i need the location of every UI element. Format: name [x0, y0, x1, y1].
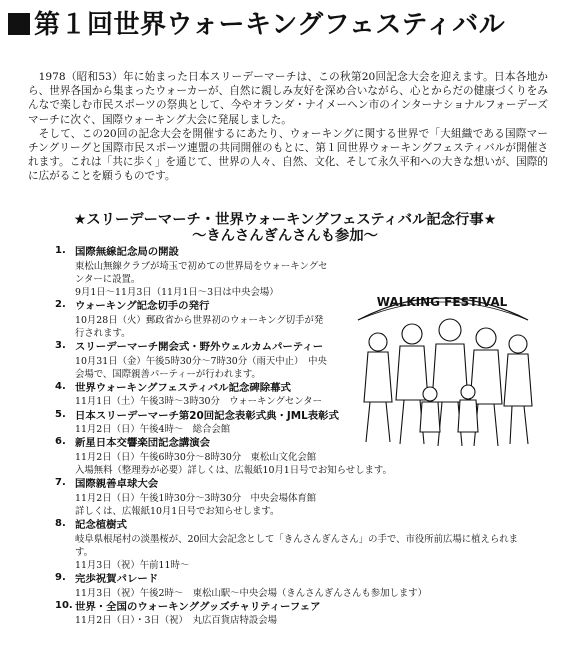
events-heading: ★スリーデーマーチ・世界ウォーキングフェスティバル記念行事★	[73, 212, 497, 228]
event-item	[55, 600, 535, 628]
event-number: 5.	[55, 408, 66, 420]
intro-paragraph: そして、この20回の記念大会を開催するにあたり、ウォーキングに関する世界で「大組織である国際マーチングリーグと国際市民スポーツ連盟の共同開催のもとに、第１回世界ウォーキングフェスティバルが開催されます。これは「共に歩く」を通じて、世界の人々、自然、文化、そして永久平和への大きな想いが、国際的に広がることを願うものです。	[28, 127, 548, 183]
event-title: 国際親善卓球大会	[75, 478, 159, 491]
event-title: 記念植樹式	[75, 519, 127, 532]
event-detail: 詳しくは、広報紙10月1日号でお知らせします。	[75, 505, 280, 517]
page-title-text: 第１回世界ウォーキングフェスティバル	[34, 10, 506, 40]
event-number: 9.	[55, 572, 66, 584]
intro-text	[28, 70, 548, 184]
event-detail: 11月2日（日）午後4時〜 総合会館	[75, 424, 231, 436]
event-detail: 11月2日（日）午後6時30分〜8時30分 東松山文化会館	[75, 451, 317, 463]
event-detail: 11月3日（祝）午後2時〜 東松山駅〜中央会場（きんさんぎんさんも参加します）	[75, 587, 427, 599]
event-item	[55, 477, 535, 518]
event-title: 世界ウォーキングフェスティバル記念碑除幕式	[75, 381, 291, 394]
event-item	[55, 572, 535, 600]
event-number: 7.	[55, 477, 66, 489]
event-title: 日本スリーデーマーチ第20回記念表彰式典・JML表彰式	[75, 409, 339, 422]
event-number: 10.	[55, 599, 73, 611]
event-item	[55, 518, 535, 572]
event-title: スリーデーマーチ開会式・野外ウェルカムパーティー	[75, 341, 324, 354]
event-detail: 入場無料（整理券が必要）詳しくは、広報紙10月1日号でお知らせします。	[75, 465, 392, 477]
event-detail: 11月3日（祝）午前11時〜	[75, 560, 190, 572]
event-detail: 11月1日（土）午後3時〜3時30分 ウォーキングセンター	[75, 396, 322, 408]
event-number: 1.	[55, 245, 66, 256]
event-title: ウォーキング記念切手の発行	[75, 300, 210, 313]
event-number: 3.	[55, 340, 66, 352]
event-title: 完歩祝賀パレード	[75, 573, 159, 586]
event-number: 6.	[55, 436, 66, 448]
event-number: 2.	[55, 299, 66, 311]
intro-paragraph: 1978（昭和53）年に始まった日本スリーデーマーチは、この秋第20回記念大会を迎えます。日本各地から、世界各国から集まったウォーカーが、自然に親しみ友好を深め合いながら、心とからだの健康づくりをみんなで楽しむ市民スポーツの祭典として、今やオランダ・ナイメーヘン市のインターナショナルフォーデーズマーチに次ぐ、国際ウォーキング大会に発展しました。	[28, 71, 548, 126]
event-detail: 11月2日（日）午後1時30分〜3時30分 中央会場体育館	[75, 492, 317, 504]
events-subheading: 〜きんさんぎんさんも参加〜	[192, 228, 378, 244]
event-detail: 10月28日（火）郵政省から世界初のウォーキング切手が発行されます。	[75, 314, 324, 339]
illustration-banner-text: WALKING FESTIVAL	[376, 295, 508, 309]
event-title: 国際無線記念局の開設	[75, 246, 179, 258]
event-number: 8.	[55, 518, 66, 530]
event-title: 新星日本交響楽団記念講演会	[75, 437, 211, 450]
event-title: 世界・全国のウォーキンググッズチャリティーフェア	[75, 600, 321, 613]
event-detail: 東松山無線クラブが埼玉で初めての世界局をウォーキングセンターに設置。	[75, 260, 328, 285]
walking-festival-illustration	[350, 282, 535, 452]
page-title	[8, 4, 505, 41]
event-detail: 10月31日（金）午後5時30分〜7時30分（雨天中止） 中央会場で、国際親善パーティーが行われます。	[75, 355, 327, 380]
event-number: 4.	[55, 380, 66, 392]
event-detail: 11月2日（日）・3日（祝） 丸広百貨店特設会場	[75, 615, 277, 627]
event-detail: 岐阜県根尾村の淡墨桜が、20回大会記念として「きんさんぎんさん」の手で、市役所前広場に植えられます。	[75, 533, 518, 558]
black-square-icon	[8, 13, 30, 35]
event-detail: 9月1日〜11月3日（11月1日〜3日は中央会場）	[75, 286, 279, 298]
